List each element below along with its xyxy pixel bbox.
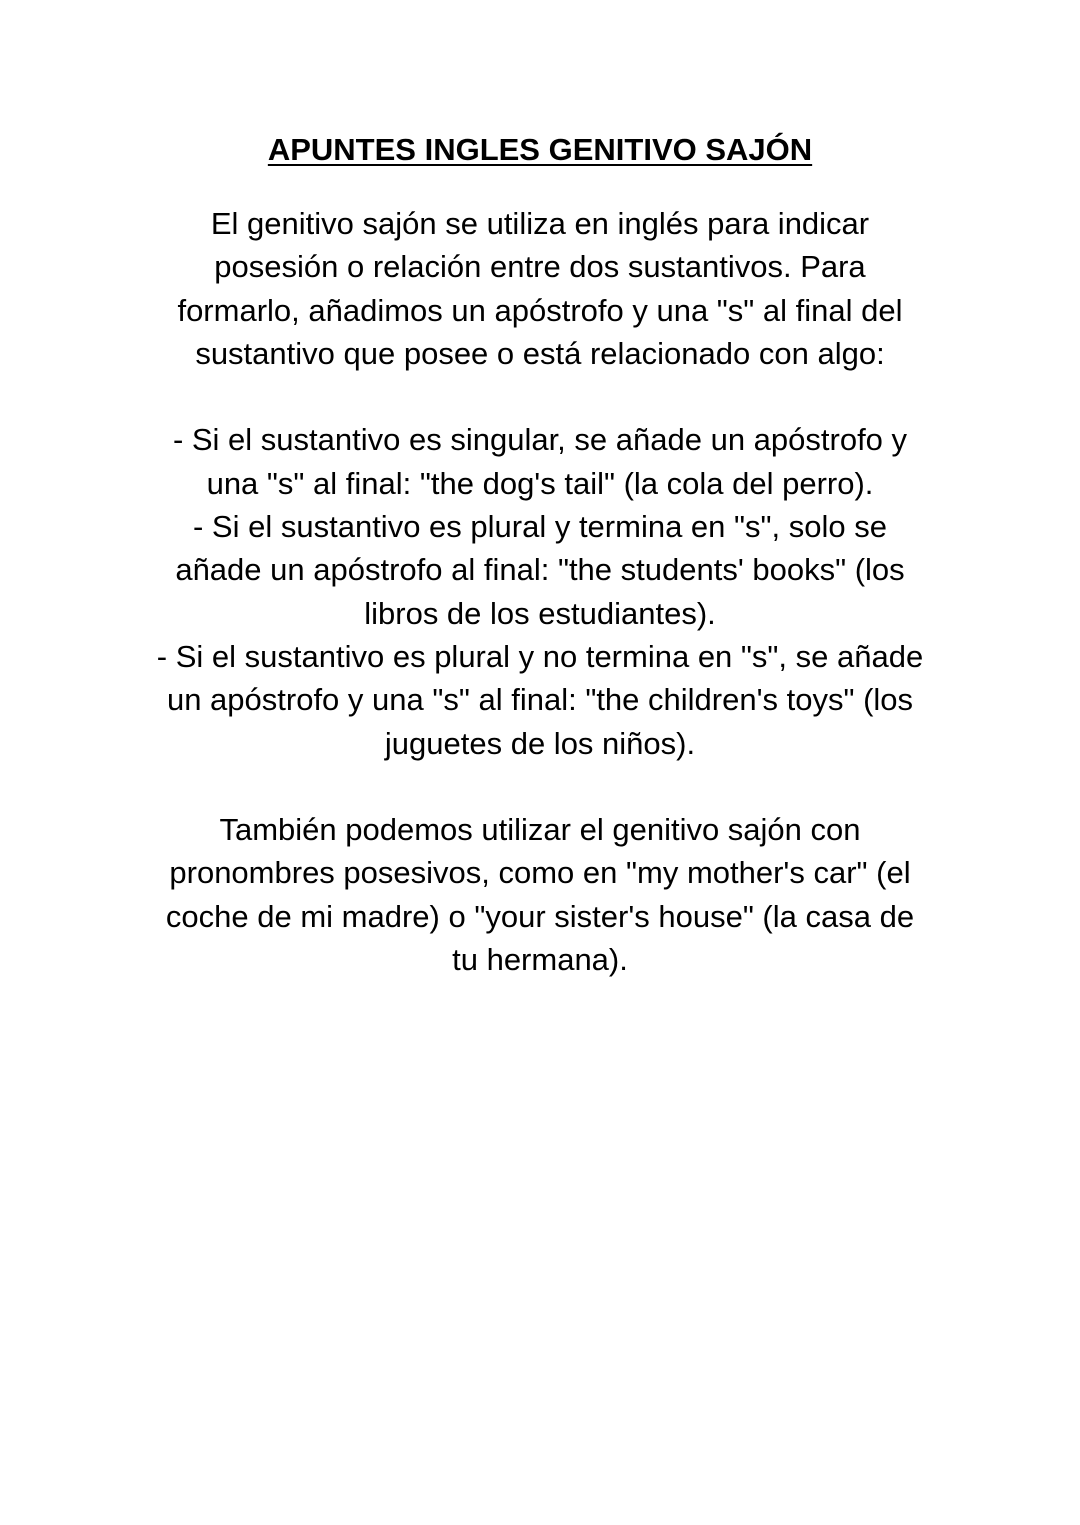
text-line: También podemos utilizar el genitivo sajón con [219, 812, 861, 848]
rule-line: una "s" al final: "the dog's tail" (la cola del perro). [206, 465, 874, 501]
text-line: El genitivo sajón se utiliza en inglés para indicar [210, 206, 870, 241]
text-line: tu hermana). [452, 942, 628, 978]
text-line: coche de mi madre) o "your sister's house" (la casa de [165, 898, 915, 934]
document-body [120, 202, 960, 981]
text-line: formarlo, añadimos un apóstrofo y una "s" al final del [177, 292, 903, 328]
rule-line: - Si el sustantivo es plural y termina en "s", solo se [193, 509, 887, 545]
paragraph-spacer [120, 375, 960, 418]
rules-list [120, 418, 960, 764]
page-title: APUNTES INGLES GENITIVO SAJÓN [267, 132, 813, 167]
text-line: sustantivo que posee o está relacionado con algo: [195, 335, 885, 371]
rule-line: juguetes de los niños). [384, 725, 696, 761]
rule-line: un apóstrofo y una "s" al final: "the children's toys" (los [166, 682, 914, 718]
text-line: pronombres posesivos, como en "my mother's car" (el [169, 855, 911, 891]
paragraph-spacer [120, 765, 960, 808]
rule-line: añade un apóstrofo al final: "the students' books" (los [175, 552, 905, 588]
rule-line: libros de los estudiantes). [364, 595, 716, 631]
rule-line: - Si el sustantivo es plural y no termina en "s", se añade [156, 638, 924, 674]
rule-line: - Si el sustantivo es singular, se añade un apóstrofo y [172, 422, 908, 458]
closing-paragraph [120, 808, 960, 981]
intro-paragraph [120, 202, 960, 375]
text-line: posesión o relación entre dos sustantivos. Para [214, 249, 866, 285]
